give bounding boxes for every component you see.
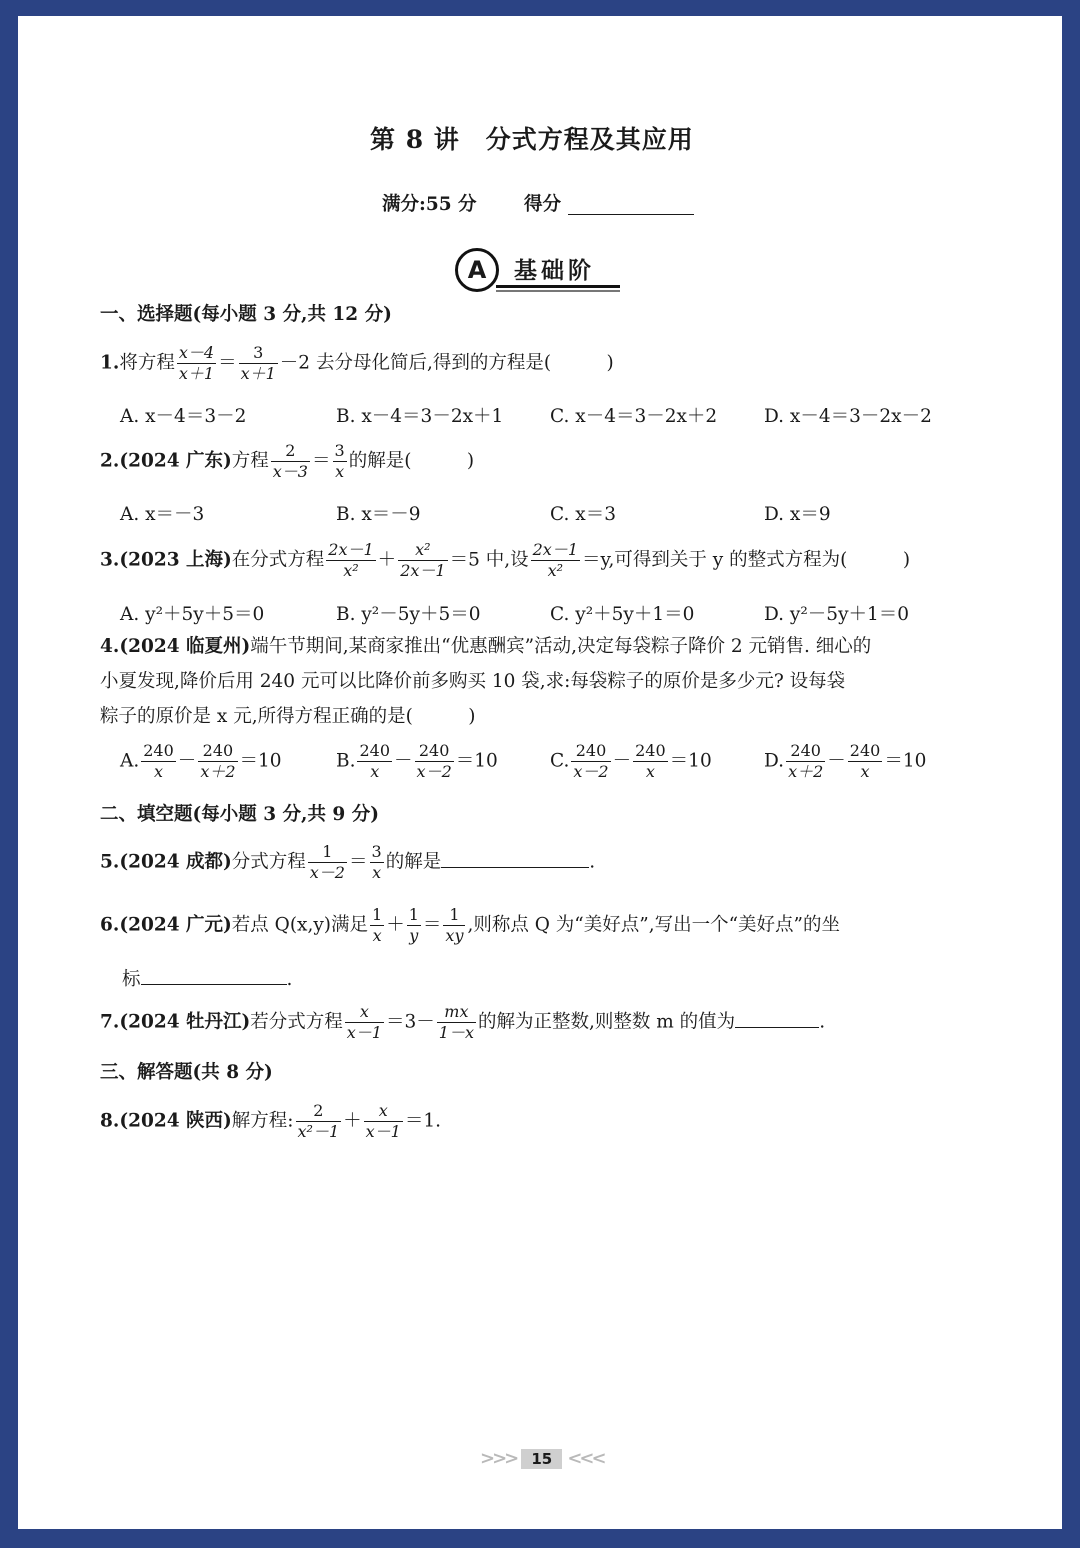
page-title: 第 8 讲 分式方程及其应用 bbox=[370, 125, 694, 154]
q3-option-c[interactable]: C. y²＋5y＋1＝0 bbox=[550, 604, 695, 625]
question-6-line-2: 标 . bbox=[122, 964, 292, 993]
q1-option-b[interactable]: B. x－4＝3－2x＋1 bbox=[336, 406, 504, 427]
section-choice: 一、选择题(每小题 3 分,共 12 分) bbox=[100, 304, 392, 325]
q3-source: (2023 上海) bbox=[119, 549, 232, 571]
q1-option-c[interactable]: C. x－4＝3－2x＋2 bbox=[550, 406, 718, 427]
question-5: 5.(2024 成都)分式方程 $\frac{1}{x-2}$ ＝ $\frac{3}{x}$ 的解是 . bbox=[100, 842, 596, 882]
q6-answer-blank[interactable] bbox=[141, 964, 287, 985]
chevrons-left-icon: <<< bbox=[567, 1448, 604, 1469]
q5-source: (2024 成都) bbox=[119, 851, 232, 873]
section-solve: 三、解答题(共 8 分) bbox=[100, 1062, 273, 1083]
q3-fraction-1: $\frac{2x-1}{\text{x²}}$ bbox=[328, 540, 374, 580]
q4-source: (2024 临夏州) bbox=[119, 636, 251, 657]
stage-badge-icon: A bbox=[455, 248, 499, 292]
q4-option-c[interactable]: C. $\frac{240}{x-2}$ － $\frac{240}{x}$ ＝10 bbox=[550, 741, 712, 781]
q3-fraction-3: $\frac{2x-1}{\text{x²}}$ bbox=[532, 540, 579, 580]
q3-fraction-2: $\frac{\text{x²}}{2x-1}$ bbox=[400, 540, 446, 580]
q8-answer-area[interactable] bbox=[100, 1166, 980, 1446]
chevrons-right-icon: >>> bbox=[480, 1448, 517, 1469]
question-4-line-2: 小夏发现,降价后用 240 元可以比降价前多购买 10 袋,求:每袋粽子的原价是多少元? 设每袋 bbox=[100, 671, 846, 692]
q1-number: 1. bbox=[100, 352, 120, 374]
q2-fraction-right: $\frac{3}{x}$ bbox=[334, 441, 345, 481]
q1-fraction-left: $\frac{x-4}{x+1}$ bbox=[178, 343, 215, 383]
q1-fraction-right: $\frac{3}{x+1}$ bbox=[240, 343, 276, 383]
q8-source: (2024 陕西) bbox=[119, 1110, 232, 1132]
q4-option-b[interactable]: B. $\frac{240}{x}$ － $\frac{240}{x-2}$ ＝10 bbox=[336, 741, 498, 781]
full-score: 满分:55 分 bbox=[382, 194, 477, 215]
question-3: 3.(2023 上海)在分式方程 $\frac{2x-1}{\text{x²}}$ ＋ $\frac{\text{x²}}{2x-1}$ ＝5 中,设 $\frac{2x-1}{\text{x²}}$ ＝y,可得到关于 y 的整式方程为( ) bbox=[100, 540, 911, 580]
question-8: 8.(2024 陕西)解方程: $\frac{2}{\text{x²－1}}$ ＋ $\frac{x}{x-1}$ ＝1. bbox=[100, 1101, 442, 1141]
page-number-bar bbox=[480, 1448, 604, 1469]
q2-option-a[interactable]: A. x＝－3 bbox=[120, 504, 205, 525]
q4-option-d[interactable]: D. $\frac{240}{x+2}$ － $\frac{240}{x}$ ＝10 bbox=[764, 741, 927, 781]
q3-option-d[interactable]: D. y²－5y＋1＝0 bbox=[764, 604, 910, 625]
q2-option-d[interactable]: D. x＝9 bbox=[764, 504, 831, 525]
page-number: 15 bbox=[521, 1449, 562, 1469]
question-6: 6.(2024 广元)若点 Q(x,y)满足 $\frac{1}{x}$ ＋ $\frac{1}{y}$ ＝ $\frac{1}{xy}$ ,则称点 Q 为“美好点”,写出一个“美好点”的坐 bbox=[100, 905, 841, 945]
q3-option-b[interactable]: B. y²－5y＋5＝0 bbox=[336, 604, 481, 625]
section-fill: 二、填空题(每小题 3 分,共 9 分) bbox=[100, 804, 379, 825]
q3-option-a[interactable]: A. y²＋5y＋5＝0 bbox=[120, 604, 265, 625]
q1-option-d[interactable]: D. x－4＝3－2x－2 bbox=[764, 406, 932, 427]
stage-underline-shadow bbox=[496, 290, 620, 292]
q2-fraction-left: $\frac{2}{x-3}$ bbox=[272, 441, 308, 481]
stage-underline bbox=[496, 285, 620, 288]
worksheet-page bbox=[18, 16, 1062, 1529]
q7-answer-blank[interactable] bbox=[735, 1007, 819, 1028]
score-blank[interactable] bbox=[568, 214, 694, 215]
question-1: 1.将方程 $\frac{x-4}{x+1}$ ＝ $\frac{3}{x+1}$ －2 去分母化简后,得到的方程是( ) bbox=[100, 343, 614, 383]
q5-answer-blank[interactable] bbox=[441, 847, 589, 868]
question-7: 7.(2024 牡丹江)若分式方程 $\frac{x}{x-1}$ ＝3－ $\frac{mx}{1-x}$ 的解为正整数,则整数 m 的值为 . bbox=[100, 1002, 826, 1042]
question-2: 2.(2024 广东)方程 $\frac{2}{x-3}$ ＝ $\frac{3}{x}$ 的解是( ) bbox=[100, 441, 475, 481]
q2-option-c[interactable]: C. x＝3 bbox=[550, 504, 616, 525]
q2-option-b[interactable]: B. x＝－9 bbox=[336, 504, 421, 525]
score-label: 得分 bbox=[524, 194, 562, 215]
q6-source: (2024 广元) bbox=[119, 914, 232, 936]
q1-option-a[interactable]: A. x－4＝3－2 bbox=[120, 406, 247, 427]
question-4-line-1: 4.(2024 临夏州)端午节期间,某商家推出“优惠酬宾”活动,决定每袋粽子降价 2 元销售. 细心的 bbox=[100, 636, 872, 657]
question-4-line-3: 粽子的原价是 x 元,所得方程正确的是( ) bbox=[100, 706, 476, 727]
q7-source: (2024 牡丹江) bbox=[119, 1011, 251, 1033]
stage-name: 基础阶 bbox=[514, 258, 595, 284]
q2-source: (2024 广东) bbox=[119, 450, 232, 472]
q4-option-a[interactable]: A. $\frac{240}{x}$ － $\frac{240}{x+2}$ ＝10 bbox=[120, 741, 282, 781]
